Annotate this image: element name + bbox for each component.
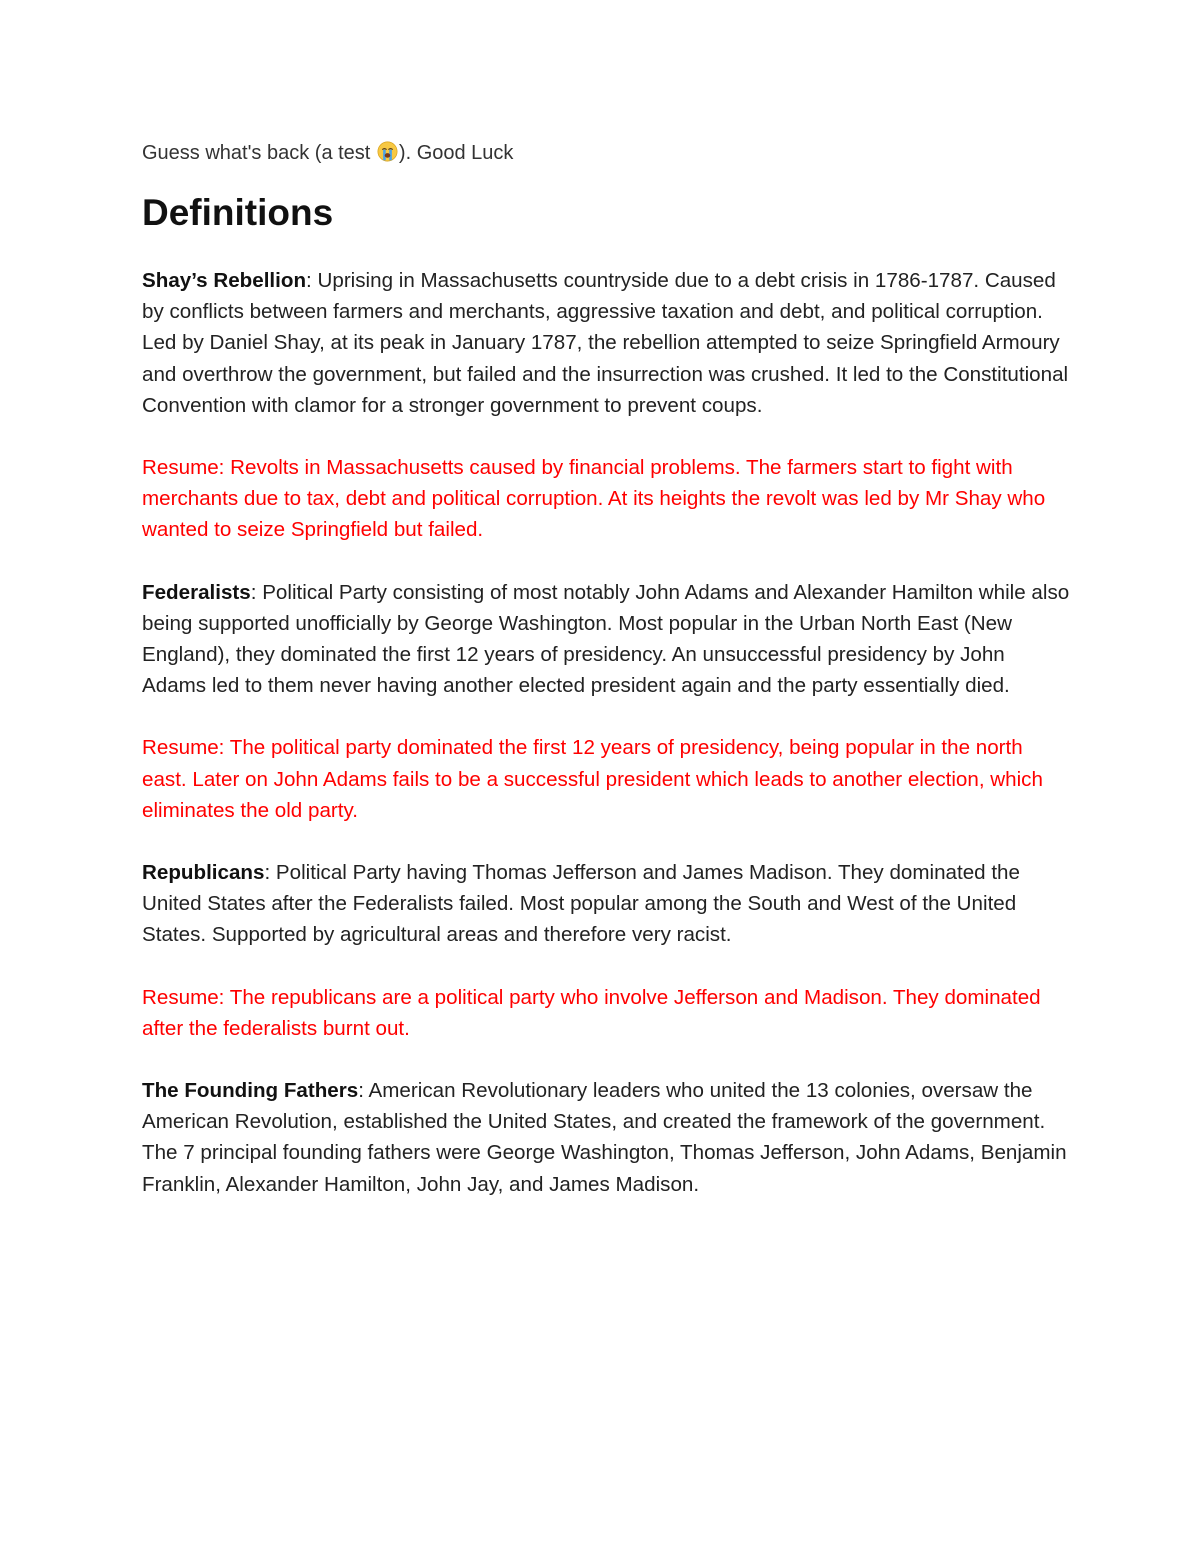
resume-shays-rebellion: Resume: Revolts in Massachusetts caused by financial problems. The farmers start to fight with merchants due to tax, debt and political corruption. At its heights the revolt was led by Mr Shay who wanted to seize Springfield but failed.	[142, 456, 1046, 542]
definition-republicans	[142, 857, 1072, 951]
crying-face-icon	[377, 141, 398, 162]
intro-text-end: ). Good Luck	[398, 142, 514, 164]
resume-republicans: Resume: The republicans are a political party who involve Jefferson and Madison. They dominated after the federalists burnt out.	[142, 985, 1041, 1040]
intro-text-start: Guess what's back (a test	[142, 142, 376, 164]
definition-founding-fathers	[142, 1075, 1072, 1200]
document-page	[142, 138, 1072, 1231]
term-label: Shay’s Rebellion	[142, 269, 307, 292]
definition-shays-rebellion	[142, 265, 1072, 421]
definition-text: : American Revolutionary leaders who united the 13 colonies, oversaw the American Revolution, established the United States, and created the framework of the government. The 7 principal founding fathers were George Washington, Thomas Jefferson, John Adams, Benjamin Franklin, Alexander Hamilton, John Jay, and James Madison.	[142, 1079, 1067, 1196]
definition-text: : Political Party having Thomas Jefferson and James Madison. They dominated the United States after the Federalists failed. Most popular among the South and West of the United States. Supported by agricultural areas and therefore very racist.	[142, 861, 1020, 947]
term-label: The Founding Fathers	[142, 1079, 359, 1103]
definition-text: : Uprising in Massachusetts countryside due to a debt crisis in 1786-1787. Caused by conflicts between farmers and merchants, aggressive taxation and debt, and political corruption. Led by Daniel Shay, at its peak in January 1787, the rebellion attempted to seize Springfield Armoury and overthrow the government, but failed and the insurrection was crushed. It led to the Constitutional Convention with clamor for a stronger government to prevent coups.	[142, 269, 1069, 417]
term-label: Federalists	[142, 580, 251, 604]
definition-federalists	[142, 577, 1072, 702]
intro-line	[142, 138, 1072, 169]
definition-text: : Political Party consisting of most notably John Adams and Alexander Hamilton while also being supported unofficially by George Washington. Most popular in the Urban North East (New England), they dominated the first 12 years of presidency. An unsuccessful presidency by John Adams led to them never having another elected president again and the party essentially died.	[142, 580, 1070, 698]
term-label: Republicans	[142, 861, 265, 885]
resume-federalists: Resume: The political party dominated the first 12 years of presidency, being popular in the north east. Later on John Adams fails to be a successful president which leads to another election, which eliminates the old party.	[142, 736, 1043, 822]
page-title: Definitions	[142, 192, 334, 233]
